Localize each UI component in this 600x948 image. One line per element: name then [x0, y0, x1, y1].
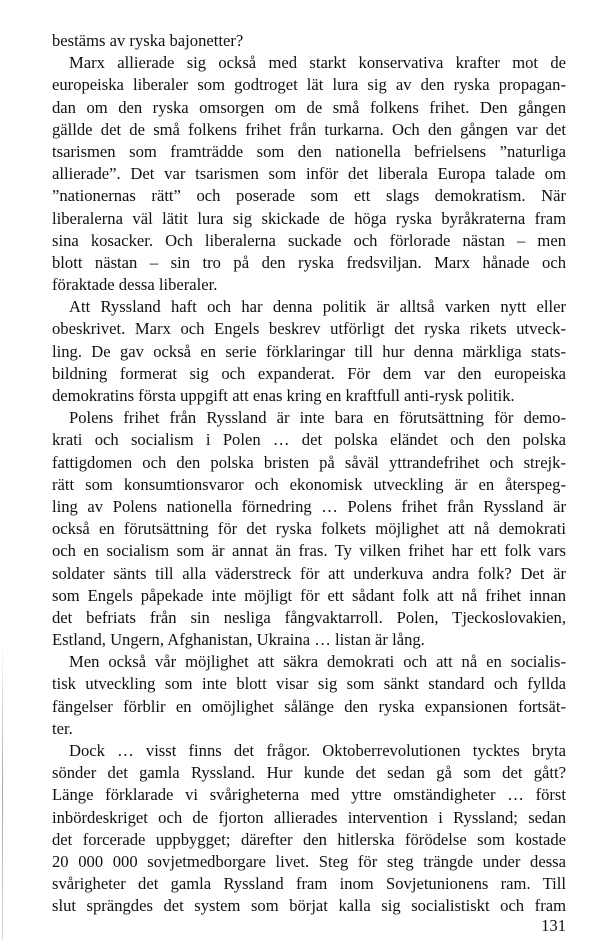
text-line: sina kosacker. Och liberalerna suckade och förlorade nästan – men [52, 230, 566, 250]
text-line: ”nationernas rätt” och poserade som ett slags demokratism. När [52, 186, 566, 206]
text-line: Länge förklarade vi svårigheterna med yttre omständigheter … först [52, 785, 566, 805]
text-line: inbördeskriget och de fjorton allierades intervention i Ryssland; sedan [52, 807, 566, 827]
text-line: allierade”. Det var tsarismen som inför det liberala Europa talade om [52, 164, 566, 184]
text-line: slut sprängdes det system som börjat kalla sig socialistiskt och fram [52, 896, 566, 916]
text-line: rätt som konsumtionsvaror och ekonomisk utveckling är en återspeg- [52, 474, 566, 494]
text-line: obeskrivet. Marx och Engels beskrev utförligt det ryska rikets utveck- [52, 319, 566, 339]
text-line: fattigdomen och den polska bristen på såväl yttrandefrihet och strejk- [52, 452, 566, 472]
text-line: ter. [52, 718, 73, 738]
text-line: ling. De gav också en serie förklaringar till hur denna märkliga stats- [52, 341, 566, 361]
text-line: Estland, Ungern, Afghanistan, Ukraina … listan är lång. [52, 630, 425, 650]
scan-edge-mark [2, 640, 3, 940]
text-line: det befriats från sin nesliga fångvaktarroll. Polen, Tjeckoslovakien, [52, 607, 566, 627]
text-line: Att Ryssland haft och har denna politik är alltså varken nytt eller [69, 297, 566, 317]
text-line: demokratins första uppgift att enas kring en kraftfull anti-rysk politik. [52, 386, 515, 405]
text-line: det forcerade uppbygget; därefter den hitlerska förödelse som kostade [52, 829, 566, 849]
text-line: Marx allierade sig också med starkt konservativa krafter mot de [69, 53, 566, 73]
text-line: också en förutsättning för det ryska folkets möjlighet att nå demokrati [52, 519, 566, 539]
text-line: fängelser förblir en omöjlighet sålänge den ryska expansionen fortsät- [52, 696, 566, 716]
text-line: som Engels påpekade inte möjligt för ett sådant folk att nå frihet innan [52, 585, 566, 605]
text-line: och en socialism som är annat än fras. Ty vilken frihet har ett folk vars [52, 541, 566, 561]
text-line: blott nästan – sin tro på den ryska fredsviljan. Marx hånade och [52, 252, 566, 272]
text-line: bestäms av ryska bajonetter? [52, 31, 244, 50]
text-line: liberalerna väl lätit lura sig skickade de höga ryska byråkraterna fram [52, 208, 566, 228]
text-line: tsarismen som framträdde som den nationella befrielsens ”naturliga [52, 141, 566, 161]
text-line: svårigheter det gamla Ryssland fram inom Sovjetunionens ram. Till [52, 874, 566, 894]
text-line: Polens frihet från Ryssland är inte bara en förutsättning för demo- [69, 408, 566, 428]
text-line: Men också vår möjlighet att säkra demokrati och att nå en socialis- [69, 652, 566, 672]
text-line: bildning formerat sig och expanderat. För dem var den europeiska [52, 363, 566, 383]
text-line: Dock … visst finns det frågor. Oktoberrevolutionen tycktes bryta [69, 741, 566, 760]
text-line: dan om den ryska omsorgen om de små folkens frihet. Den gången [52, 97, 566, 117]
text-line: 20 000 000 sovjetmedborgare livet. Steg för steg trängde under dessa [52, 851, 566, 871]
text-line: soldater sänts till alla väderstreck för att underkuva andra folk? Det är [52, 563, 566, 583]
text-line: krati och socialism i Polen … det polska eländet och den polska [52, 430, 566, 450]
text-line: europeiska liberaler som godtroget lät lura sig av den ryska propagan- [52, 75, 566, 95]
text-line: tisk utveckling som inte blott visar sig som sänkt standard och fyllda [52, 674, 566, 694]
page-number: 131 [541, 916, 566, 935]
text-line: ling av Polens nationella förnedring … Polens frihet från Ryssland är [52, 496, 566, 516]
text-line: föraktade dessa liberaler. [52, 275, 218, 295]
body-text [52, 30, 566, 918]
text-line: gällde det de små folkens frihet från turkarna. Och den gången var det [52, 119, 566, 139]
text-line: sönder det gamla Ryssland. Hur kunde det sedan gå som det gått? [52, 763, 566, 783]
